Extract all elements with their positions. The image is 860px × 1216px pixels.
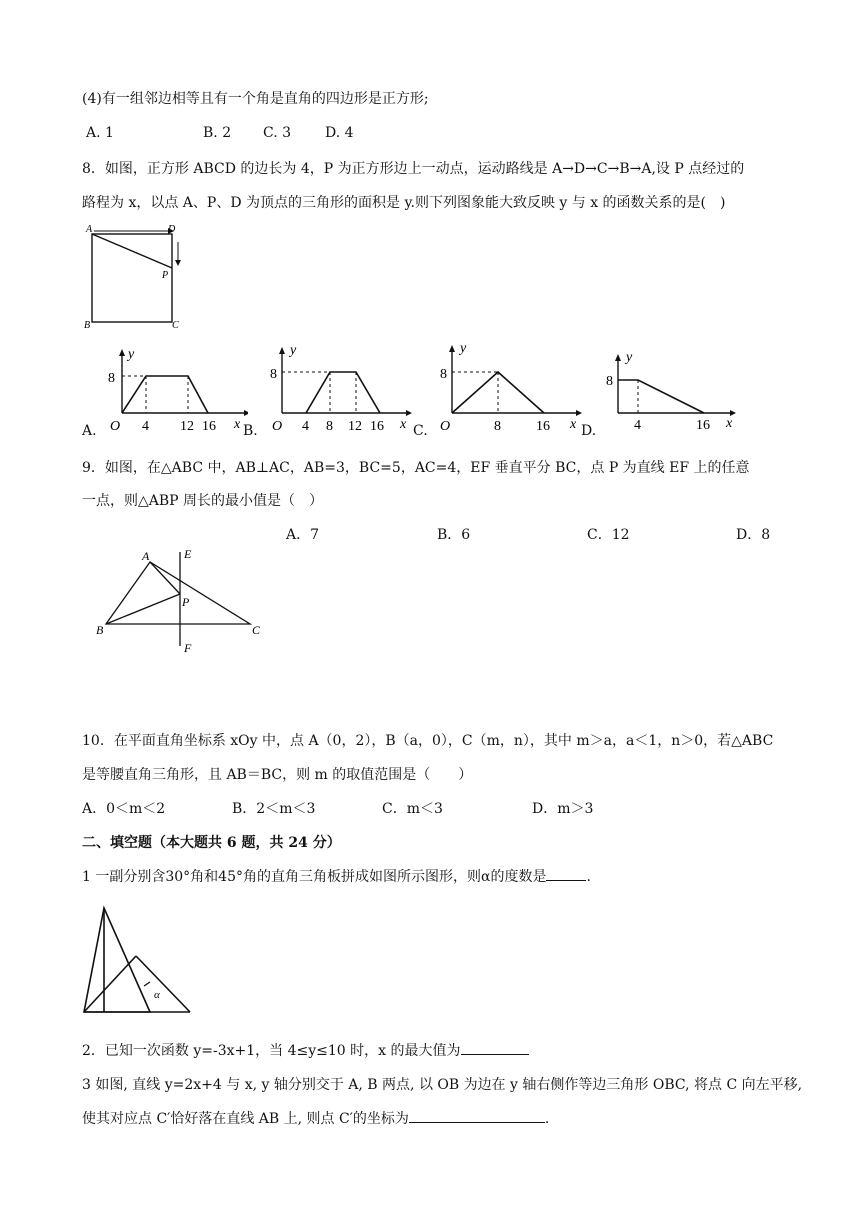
svg-text:x: x	[726, 416, 733, 431]
q7-option-c: C. 3	[263, 125, 292, 141]
alpha-label: α	[154, 989, 160, 1001]
svg-text:16: 16	[696, 418, 710, 433]
svg-text:A: A	[142, 549, 150, 563]
fill2-stem	[82, 1040, 529, 1062]
svg-text:12: 12	[348, 419, 362, 434]
label-d: D	[168, 224, 176, 235]
svg-text:F: F	[184, 641, 192, 655]
label-c: C	[172, 320, 179, 331]
square-abcd	[92, 234, 172, 322]
graph-d-line	[618, 380, 704, 413]
fill1-blank	[546, 866, 586, 881]
q9-option-c: C．12	[587, 527, 630, 543]
svg-text:16: 16	[202, 419, 216, 434]
q8-option-c-letter: C.	[413, 423, 428, 439]
q7-option-b: B. 2	[203, 125, 232, 141]
fill3-stem-line2: 使其对应点 C′恰好落在直线 AB 上, 则点 C′的坐标为 .	[82, 1108, 549, 1130]
label-b: B	[84, 320, 91, 331]
svg-text:16: 16	[370, 419, 384, 434]
q10-option-b: B．2＜m＜3	[232, 801, 316, 817]
q8-graph-c	[428, 338, 588, 435]
svg-text:y: y	[128, 347, 135, 362]
fill3-blank	[409, 1108, 545, 1123]
svg-text:4: 4	[302, 419, 309, 434]
fill2-blank	[461, 1040, 529, 1055]
svg-text:P: P	[182, 595, 190, 609]
svg-text:4: 4	[142, 419, 149, 434]
svg-text:8: 8	[326, 419, 333, 434]
label-a: A	[86, 224, 93, 235]
q7-option-d: D. 4	[325, 125, 354, 141]
fill3-text: 使其对应点 C′恰好落在直线 AB 上, 则点 C′的坐标为	[82, 1111, 409, 1127]
q9-option-b: B．6	[437, 527, 471, 543]
svg-text:B: B	[96, 623, 104, 637]
svg-text:4: 4	[634, 418, 641, 433]
q8-stem-line2: 路程为 x，以点 A、P、D 为顶点的三角形的面积是 y.则下列图象能大致反映 y 与 x 的函数关系的是( )	[82, 195, 726, 211]
q8-graph-a	[98, 340, 248, 435]
q9-stem-line2: 一点，则△ABP 周长的最小值是（ ）	[82, 493, 324, 509]
svg-text:O: O	[272, 419, 283, 434]
q8-stem-line1: 8．如图，正方形 ABCD 的边长为 4，P 为正方形边上一动点，运动路线是 A→D→C→B→A,设 P 点经过的	[82, 161, 745, 177]
q9-option-d: D．8	[736, 527, 771, 543]
graph-b-line	[306, 372, 380, 413]
svg-text:O: O	[110, 419, 121, 434]
label-p: P	[162, 270, 169, 281]
fill2-text: 2．已知一次函数 y=-3x+1，当 4≤y≤10 时，x 的最大值为	[82, 1043, 461, 1059]
q9-triangle-figure	[92, 544, 272, 656]
svg-text:12: 12	[180, 419, 194, 434]
svg-text:E: E	[184, 547, 192, 561]
svg-text:x: x	[570, 417, 577, 432]
q10-option-c: C．m＜3	[382, 801, 443, 817]
svg-text:y: y	[460, 341, 467, 356]
q10-option-a: A．0＜m＜2	[82, 801, 166, 817]
q8-graph-d	[598, 345, 748, 435]
q10-option-d: D．m＞3	[532, 801, 594, 817]
fill1-stem: 1 一副分别含30°角和45°角的直角三角板拼成如图所示图形，则α的度数是 .	[82, 866, 591, 888]
svg-text:C: C	[252, 623, 261, 637]
fill1-text: 1 一副分别含30°角和45°角的直角三角板拼成如图所示图形，则α的度数是	[82, 869, 547, 885]
q10-stem-line1: 10．在平面直角坐标系 xOy 中，点 A（0，2），B（a，0），C（m，n），其中 m＞a，a＜1，n＞0，若△ABC	[82, 733, 774, 749]
q10-stem-line2: 是等腰直角三角形，且 AB＝BC，则 m 的取值范围是（ ）	[82, 767, 473, 783]
q7-option-a: A. 1	[86, 125, 114, 141]
svg-text:8: 8	[494, 419, 501, 434]
svg-text:8: 8	[606, 374, 613, 389]
section-title: 二、填空题（本大题共 6 题，共 24 分）	[82, 835, 341, 851]
q8-graph-b	[258, 338, 418, 435]
segment-ap	[92, 234, 172, 268]
q8-square-figure	[84, 222, 194, 332]
fill3-stem-line1: 3 如图, 直线 y=2x+4 与 x, y 轴分别交于 A, B 两点, 以 OB 为边在 y 轴右侧作等边三角形 OBC, 将点 C 向左平移,	[82, 1077, 803, 1093]
svg-text:O: O	[440, 419, 451, 434]
svg-text:y: y	[626, 350, 633, 365]
fill1-figure	[80, 902, 196, 1022]
q9-option-a: A．7	[286, 527, 320, 543]
svg-text:x: x	[400, 417, 407, 432]
q8-option-d-letter: D.	[581, 423, 597, 439]
svg-text:8: 8	[440, 367, 447, 382]
q9-stem-line1: 9．如图，在△ABC 中，AB⊥AC，AB=3，BC=5，AC=4，EF 垂直平分 BC，点 P 为直线 EF 上的任意	[82, 460, 750, 476]
svg-text:8: 8	[270, 367, 277, 382]
q8-option-b-letter: B.	[243, 423, 258, 439]
svg-text:x: x	[234, 417, 241, 432]
q7-item4: (4)有一组邻边相等且有一个角是直角的四边形是正方形;	[82, 91, 429, 107]
graph-a-line	[122, 376, 208, 413]
q8-option-a-letter: A.	[82, 423, 97, 439]
svg-text:y: y	[290, 343, 297, 358]
svg-text:16: 16	[536, 419, 550, 434]
svg-text:8: 8	[108, 371, 115, 386]
